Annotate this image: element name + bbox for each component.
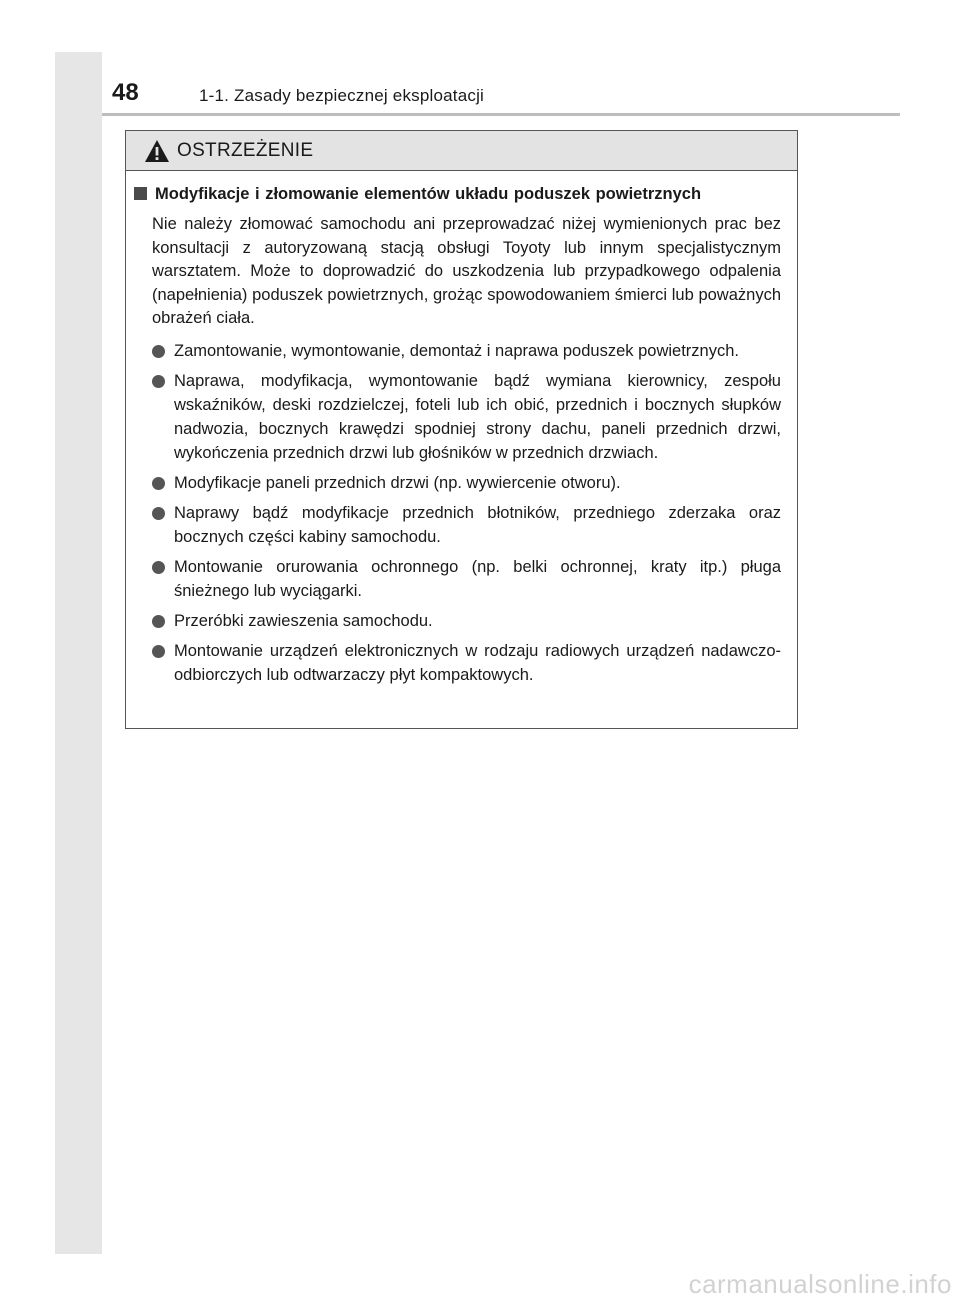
list-item-text: Naprawa, modyfikacja, wymontowanie bądź wymiana kierownicy, zespołu wskaźników, deski rozdzielczej, foteli lub ich obić, przednich i bocznych słupków nadwozia, bocznych krawędzi spodniej strony dachu, paneli przednich drzwi, wykończenia przednich drzwi lub głośników w przednich drzwiach. — [174, 371, 781, 462]
list-item-text: Montowanie orurowania ochronnego (np. belki ochronnej, kraty itp.) pługa śnieżnego lub wyciągarki. — [174, 557, 781, 600]
list-item — [152, 609, 781, 633]
warning-box — [125, 130, 798, 729]
list-item — [152, 639, 781, 687]
bullet-dot-icon — [152, 645, 165, 658]
warning-label: OSTRZEŻENIE — [177, 139, 314, 161]
bullet-dot-icon — [152, 615, 165, 628]
list-item — [152, 501, 781, 549]
bullet-dot-icon — [152, 477, 165, 490]
watermark-text: carmanualsonline.info — [688, 1269, 952, 1299]
list-item-text: Modyfikacje paneli przednich drzwi (np. wywiercenie otworu). — [174, 473, 621, 492]
bullet-dot-icon — [152, 507, 165, 520]
warning-header — [126, 131, 797, 171]
header-divider — [102, 113, 900, 116]
page-side-strip — [55, 52, 102, 1254]
list-item-text: Przeróbki zawieszenia samochodu. — [174, 611, 433, 630]
list-item-text: Naprawy bądź modyfikacje przednich błotników, przedniego zderzaka oraz bocznych części kabiny samochodu. — [174, 503, 781, 546]
bullet-dot-icon — [152, 561, 165, 574]
warning-topic — [134, 183, 781, 205]
warning-item-list — [134, 339, 781, 687]
list-item-text: Zamontowanie, wymontowanie, demontaż i naprawa poduszek powietrznych. — [174, 341, 739, 360]
list-item-text: Montowanie urządzeń elektronicznych w rodzaju radiowych urządzeń nadawczo-odbiorczych lub odtwarzaczy płyt kompaktowych. — [174, 641, 781, 684]
bullet-dot-icon — [152, 345, 165, 358]
warning-topic-text: Modyfikacje i złomowanie elementów układu poduszek powietrznych — [155, 185, 702, 203]
page-number: 48 — [112, 79, 139, 106]
bullet-dot-icon — [152, 375, 165, 388]
list-item — [152, 369, 781, 465]
section-title: 1-1. Zasady bezpiecznej eksploatacji — [199, 86, 485, 105]
list-item — [152, 471, 781, 495]
warning-triangle-icon — [144, 139, 170, 163]
list-item — [152, 339, 781, 363]
warning-body — [126, 171, 797, 687]
list-item — [152, 555, 781, 603]
square-bullet-icon — [134, 187, 147, 200]
warning-intro: Nie należy złomować samochodu ani przeprowadzać niżej wymienionych prac bez konsultacji z autoryzowaną stacją obsługi Toyoty lub innym specjalistycznym warsztatem. Może to doprowadzić do uszkodzenia lub przypadkowego odpalenia (napełnienia) poduszek powietrznych, grożąc spowodowaniem śmierci lub poważnych obrażeń ciała. — [152, 215, 781, 327]
